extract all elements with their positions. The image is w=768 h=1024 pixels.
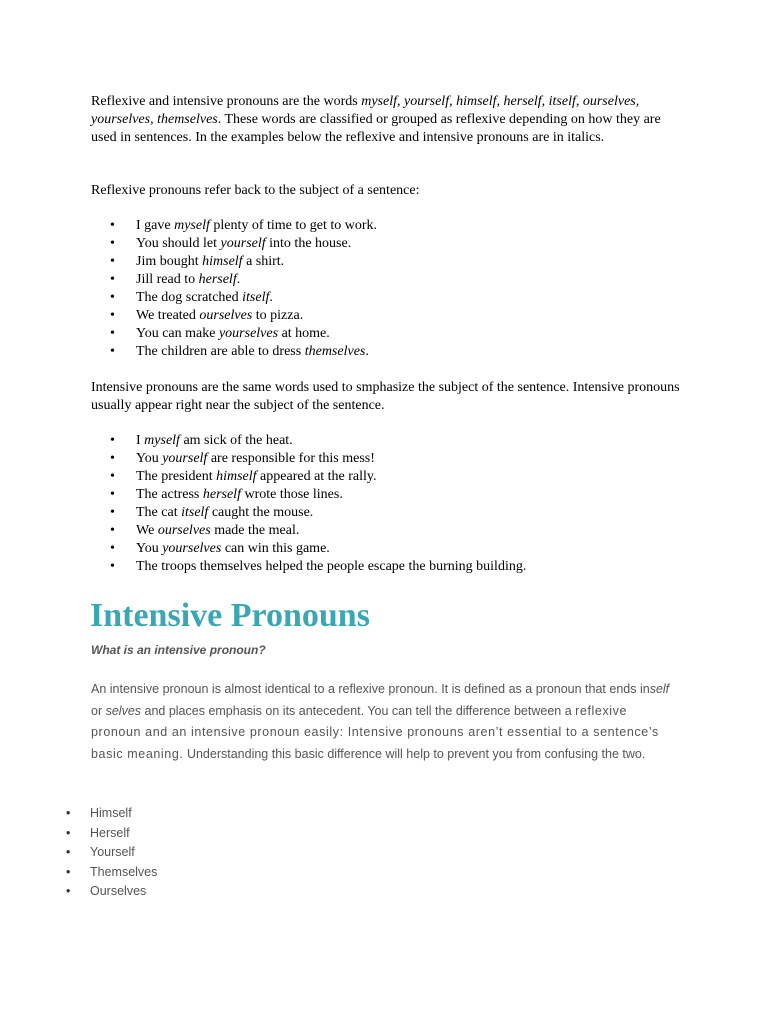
item-pronoun: itself: [181, 505, 209, 520]
item-text: We: [136, 523, 158, 538]
list-item: [110, 486, 526, 504]
item-text: You can make: [136, 326, 219, 341]
item-text: The dog scratched: [136, 290, 243, 305]
bullet-icon: •: [66, 884, 71, 898]
item-text: at home.: [278, 326, 330, 341]
intensive-intro: Intensive pronouns are the same words used to smphasize the subject of the sentence. Intensive pronouns usually appear right near the subject of the sentence.: [91, 380, 680, 413]
list-item: [66, 863, 157, 883]
item-text: made the meal.: [210, 523, 300, 538]
para-text: reflexive pronoun and an intensive pronoun easily: Intensive pronouns aren’t essential to a sentence’s basic meaning.: [91, 703, 659, 761]
item-text: .: [236, 272, 241, 287]
bullet-icon: •: [110, 344, 115, 359]
item-text: to pizza.: [252, 308, 304, 323]
item-text: wrote those lines.: [240, 487, 343, 502]
item-pronoun: yourself: [162, 451, 208, 466]
bullet-icon: •: [110, 326, 115, 341]
item-pronoun: myself: [144, 433, 180, 448]
item-text: appeared at the rally.: [256, 469, 377, 484]
item-text: Jill read to: [136, 272, 199, 287]
item-pronoun: herself: [202, 487, 241, 502]
list-item: [66, 843, 157, 863]
bullet-icon: •: [110, 254, 115, 269]
item-text: .: [365, 344, 369, 359]
list-item: [110, 325, 377, 343]
reflexive-intro: Reflexive pronouns refer back to the subject of a sentence:: [91, 183, 420, 198]
item-pronoun: yourselves: [218, 326, 279, 341]
item-pronoun: yourselves: [162, 541, 222, 556]
list-item: [110, 558, 526, 576]
bullet-icon: •: [110, 308, 115, 323]
item-text: The actress: [136, 487, 203, 502]
item-text: Jim bought: [136, 254, 203, 269]
item-pronoun: myself: [174, 218, 210, 233]
bullet-icon: •: [66, 864, 71, 879]
bullet-icon: •: [110, 505, 115, 520]
para-text: An intensive pronoun is almost identical to a reflexive pronoun. It is defined as a pronoun that ends in: [91, 682, 650, 696]
item-pronoun: themselves: [304, 344, 366, 359]
intro-pronoun-list: myself, yourself, himself, herself, itself, ourselves, yourselves, themselves: [91, 94, 640, 127]
bullet-icon: •: [66, 806, 71, 820]
item-text: Herself: [90, 825, 130, 840]
item-pronoun: himself: [216, 469, 257, 484]
bullet-icon: •: [110, 272, 115, 287]
item-text: .: [269, 290, 273, 305]
item-pronoun: ourselves: [157, 523, 211, 538]
list-item: [66, 882, 157, 902]
list-item: [110, 253, 377, 271]
item-text: You should let: [136, 236, 221, 251]
item-text: Himself: [90, 806, 132, 820]
reflexive-example-list: [110, 217, 377, 361]
intro-text-b: . These words are classified or grouped as reflexive depending on how they are used in sentences. In the examples below the reflexive and intensive pronouns are in italics.: [91, 112, 661, 145]
intro-text-a: Reflexive and intensive pronouns are the words: [91, 94, 362, 109]
list-item: [110, 504, 526, 522]
item-text: a shirt.: [242, 254, 285, 269]
item-pronoun: yourself: [220, 236, 266, 251]
definition-paragraph: [91, 679, 671, 765]
bullet-icon: •: [110, 236, 115, 251]
item-text: can win this game.: [221, 541, 330, 556]
item-text: am sick of the heat.: [179, 433, 293, 448]
bullet-icon: •: [110, 290, 115, 305]
list-item: [66, 804, 157, 824]
item-pronoun: herself: [198, 272, 237, 287]
para-text: and places emphasis on its antecedent. You can tell the difference between a: [141, 703, 576, 718]
item-pronoun: itself: [242, 290, 270, 305]
bullet-icon: •: [110, 451, 115, 466]
item-text: You: [136, 541, 163, 556]
item-text: caught the mouse.: [208, 505, 314, 520]
section-heading: Intensive Pronouns: [90, 597, 370, 634]
bullet-icon: •: [110, 541, 115, 556]
para-text: Understanding this basic difference will help to prevent you from confusing the two.: [183, 746, 646, 761]
intensive-example-list: [110, 432, 526, 576]
item-text: You: [136, 451, 163, 466]
item-text: plenty of time to get to work.: [209, 218, 378, 233]
section-subheading: What is an intensive pronoun?: [91, 643, 266, 657]
bullet-icon: •: [110, 433, 115, 448]
item-pronoun: ourselves: [199, 308, 253, 323]
item-text: Yourself: [90, 845, 135, 859]
list-item: [110, 540, 526, 558]
item-text: The children are able to dress: [136, 344, 305, 359]
list-item: [110, 307, 377, 325]
list-item: [110, 289, 377, 307]
bullet-icon: •: [66, 825, 71, 840]
list-item: [110, 432, 526, 450]
item-text: We treated: [136, 308, 200, 323]
bullet-icon: •: [110, 218, 115, 233]
intro-paragraph: [91, 93, 671, 147]
bullet-icon: •: [66, 845, 71, 859]
item-text: into the house.: [265, 236, 352, 251]
bullet-icon: •: [110, 523, 115, 538]
item-text: I gave: [136, 218, 175, 233]
pronoun-list: [66, 804, 157, 902]
list-item: [110, 468, 526, 486]
bullet-icon: •: [110, 469, 115, 484]
item-text: The troops themselves helped the people escape the burning building.: [136, 559, 527, 574]
item-pronoun: himself: [202, 254, 243, 269]
list-item: [110, 522, 526, 540]
para-text: or: [91, 703, 106, 718]
list-item: [110, 235, 377, 253]
list-item: [110, 450, 526, 468]
list-item: [110, 343, 377, 361]
bullet-icon: •: [110, 487, 115, 502]
item-text: Themselves: [90, 864, 158, 879]
list-item: [110, 271, 377, 289]
item-text: The president: [136, 469, 217, 484]
para-emphasis: self: [649, 682, 670, 696]
list-item: [66, 824, 157, 844]
item-text: are responsible for this mess!: [207, 451, 375, 466]
item-text: Ourselves: [90, 884, 147, 898]
list-item: [110, 217, 377, 235]
item-text: I: [136, 433, 145, 448]
para-emphasis: selves: [105, 703, 142, 718]
item-text: The cat: [136, 505, 182, 520]
bullet-icon: •: [110, 559, 115, 574]
